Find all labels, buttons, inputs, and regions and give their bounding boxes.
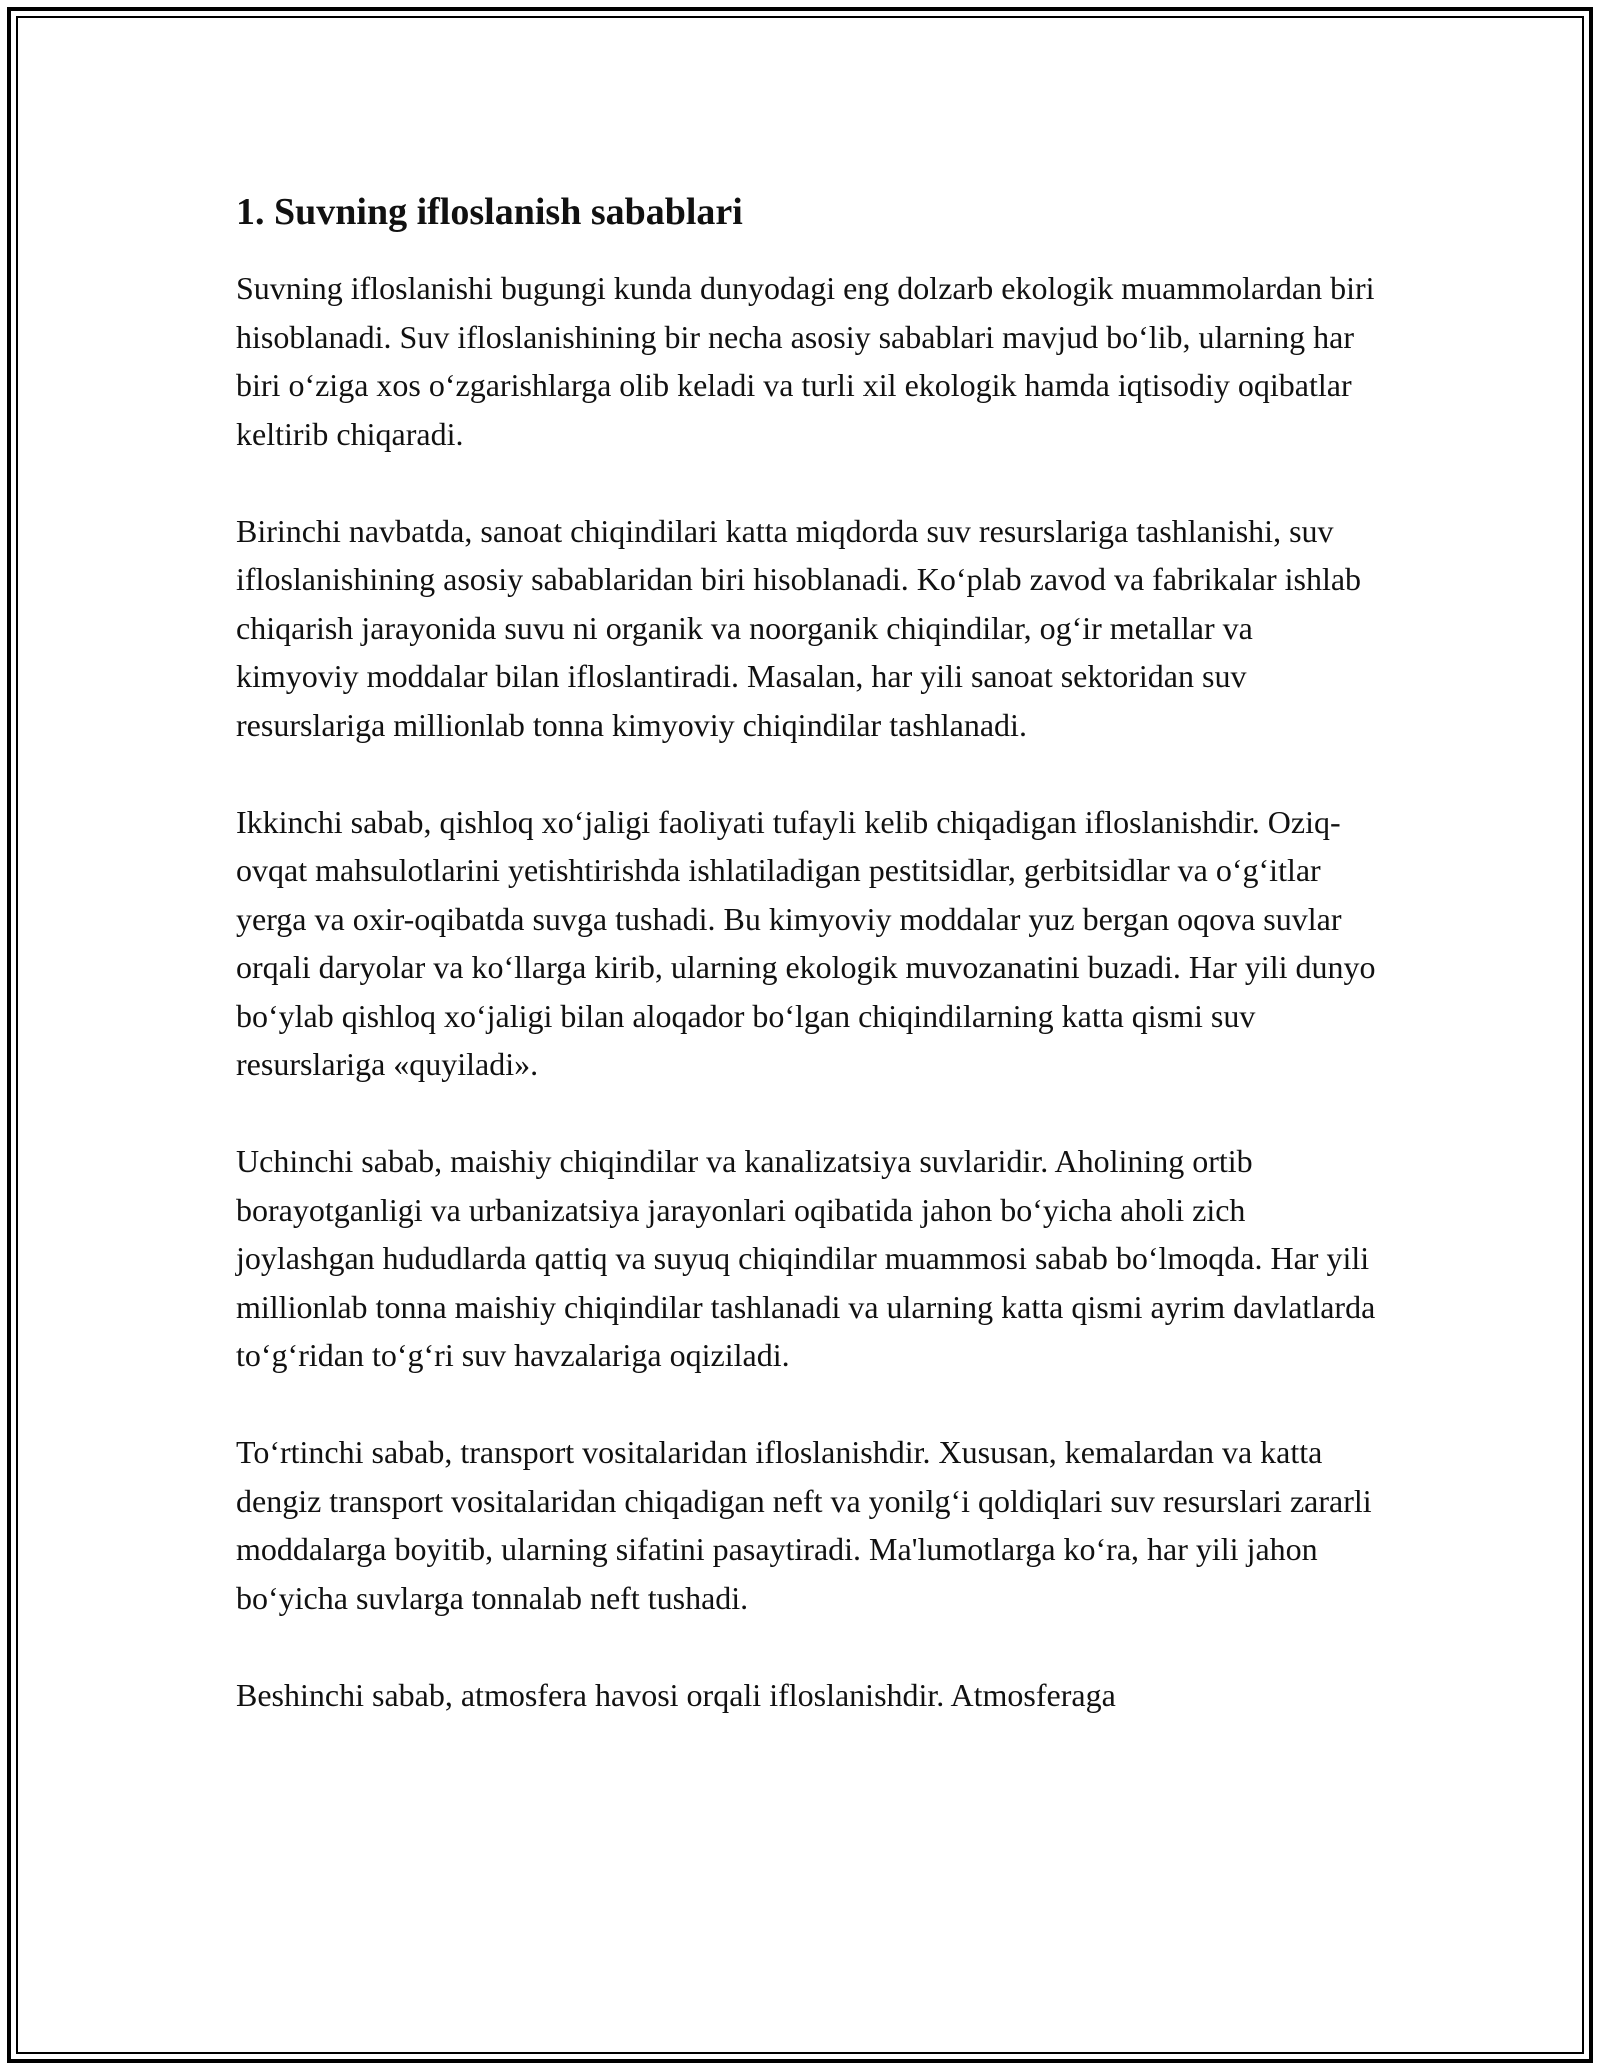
paragraph-transport: To‘rtinchi sabab, transport vositalaridan ifloslanishdir. Xususan, kemalardan va katta dengiz transport vositalaridan chiqadigan neft va yonilg‘i qoldiqlari suv resurslari zararli moddalarga boyitib, ularning sifatini pasaytiradi. Ma'lumotlarga ko‘ra, har yili jahon bo‘yicha suvlarga tonnalab neft tushadi. [236, 1434, 1372, 1616]
paragraph-intro: Suvning ifloslanishi bugungi kunda dunyodagi eng dolzarb ekologik muammolardan biri hisoblanadi. Suv ifloslanishining bir necha asosiy sabablari mavjud bo‘lib, ularning har biri o‘ziga xos o‘zgarishlarga olib keladi va turli xil ekologik hamda iqtisodiy oqibatlar keltirib chiqaradi. [236, 270, 1375, 452]
section-heading: 1. Suvning ifloslanish sabablari [236, 191, 743, 233]
paragraph-household: Uchinchi sabab, maishiy chiqindilar va kanalizatsiya suvlaridir. Aholining ortib borayotganligi va urbanizatsiya jarayonlari oqibatida jahon bo‘yicha aholi zich joylashgan hududlarda qattiq va suyuq chiqindilar muammosi sabab bo‘lmoqda. Har yili millionlab tonna maishiy chiqindilar tashlanadi va ularning katta qismi ayrim davlatlarda to‘g‘ridan to‘g‘ri suv havzalariga oqiziladi. [236, 1143, 1376, 1373]
document-body [236, 186, 1376, 1768]
paragraph-agriculture: Ikkinchi sabab, qishloq xo‘jaligi faoliyati tufayli kelib chiqadigan ifloslanishdir. Oziq-ovqat mahsulotlarini yetishtirishda ishlatiladigan pestitsidlar, gerbitsidlar va o‘g‘itlar yerga va oxir-oqibatda suvga tushadi. Bu kimyoviy moddalar yuz bergan oqova suvlar orqali daryolar va ko‘llarga kirib, ularning ekologik muvozanatini buzadi. Har yili dunyo bo‘ylab qishloq xo‘jaligi bilan aloqador bo‘lgan chiqindilarning katta qismi suv resurslariga «quyiladi». [236, 803, 1376, 1082]
paragraph-atmosphere: Beshinchi sabab, atmosfera havosi orqali ifloslanishdir. Atmosferaga [236, 1676, 1116, 1713]
paragraph-industrial: Birinchi navbatda, sanoat chiqindilari katta miqdorda suv resurslariga tashlanishi, suv ifloslanishining asosiy sabablaridan biri hisoblanadi. Ko‘plab zavod va fabrikalar ishlab chiqarish jarayonida suvu ni organik va noorganik chiqindilar, og‘ir metallar va kimyoviy moddalar bilan ifloslantiradi. Masalan, har yili sanoat sektoridan suv resurslariga millionlab tonna kimyoviy chiqindilar tashlanadi. [236, 512, 1362, 743]
